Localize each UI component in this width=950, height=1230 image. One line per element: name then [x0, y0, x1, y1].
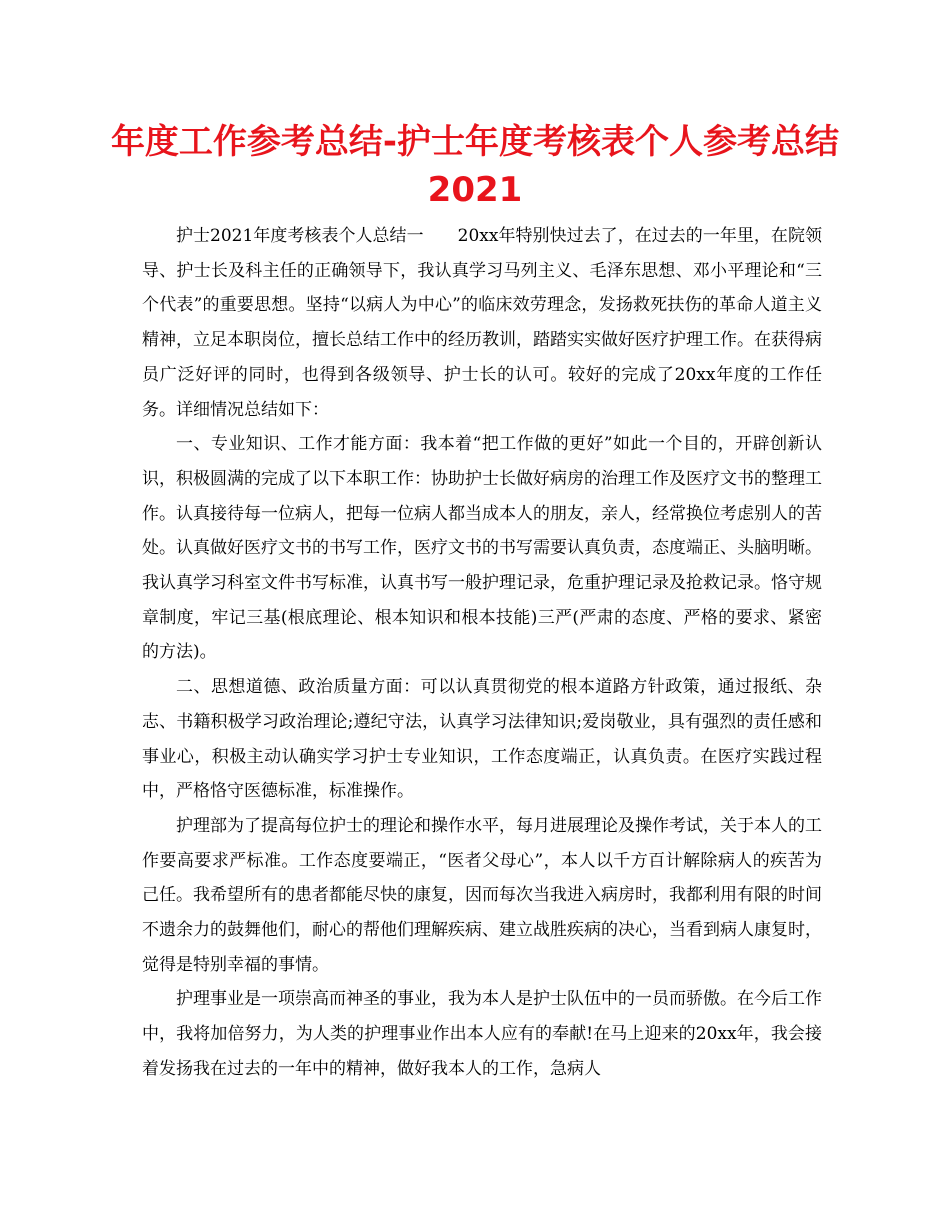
document-body [142, 219, 822, 1087]
paragraph-intro: 护士2021年度考核表个人总结一 20xx年特别快过去了，在过去的一年里，在院领导、护士长及科主任的正确领导下，我认真学习马列主义、毛泽东思想、邓小平理论和“三个代表”的重要思想。坚持“以病人为中心”的临床效劳理念，发扬救死扶伤的革命人道主义精神，立足本职岗位，擅长总结工作中的经历教训，踏踏实实做好医疗护理工作。在获得病员广泛好评的同时，也得到各级领导、护士长的认可。较好的完成了20xx年度的工作任务。详细情况总结如下： [142, 226, 822, 420]
paragraph-nursing-career: 护理事业是一项崇高而神圣的事业，我为本人是护士队伍中的一员而骄傲。在今后工作中，我将加倍努力，为人类的护理事业作出本人应有的奉献!在马上迎来的20xx年，我会接着发扬我在过去的一年中的精神，做好我本人的工作，急病人 [142, 989, 822, 1079]
paragraph-ideology-politics: 二、思想道德、政治质量方面：可以认真贯彻党的根本道路方针政策，通过报纸、杂志、书籍积极学习政治理论;遵纪守法，认真学习法律知识;爱岗敬业，具有强烈的责任感和事业心，积极主动认确实学习护士专业知识，工作态度端正，认真负责。在医疗实践过程中，严格恪守医德标准，标准操作。 [142, 677, 822, 802]
paragraph-professional-skills: 一、专业知识、工作才能方面：我本着“把工作做的更好”如此一个目的，开辟创新认识，积极圆满的完成了以下本职工作：协助护士长做好病房的治理工作及医疗文书的整理工作。认真接待每一位病人，把每一位病人都当成本人的朋友，亲人，经常换位考虑别人的苦处。认真做好医疗文书的书写工作，医疗文书的书写需要认真负责，态度端正、头脑明晰。我认真学习科室文件书写标准，认真书写一般护理记录，危重护理记录及抢救记录。恪守规章制度，牢记三基(根底理论、根本知识和根本技能)三严(严肃的态度、严格的要求、紧密的方法)。 [142, 434, 822, 663]
document-title: 年度工作参考总结-护士年度考核表个人参考总结2021 [110, 122, 840, 210]
paragraph-nursing-department: 护理部为了提高每位护士的理论和操作水平，每月进展理论及操作考试，关于本人的工作要高要求严标准。工作态度要端正，“医者父母心”，本人以千方百计解除病人的疾苦为己任。我希望所有的患者都能尽快的康复，因而每次当我进入病房时，我都利用有限的时间不遗余力的鼓舞他们，耐心的帮他们理解疾病、建立战胜疾病的决心，当看到病人康复时，觉得是特别幸福的事情。 [142, 815, 822, 975]
